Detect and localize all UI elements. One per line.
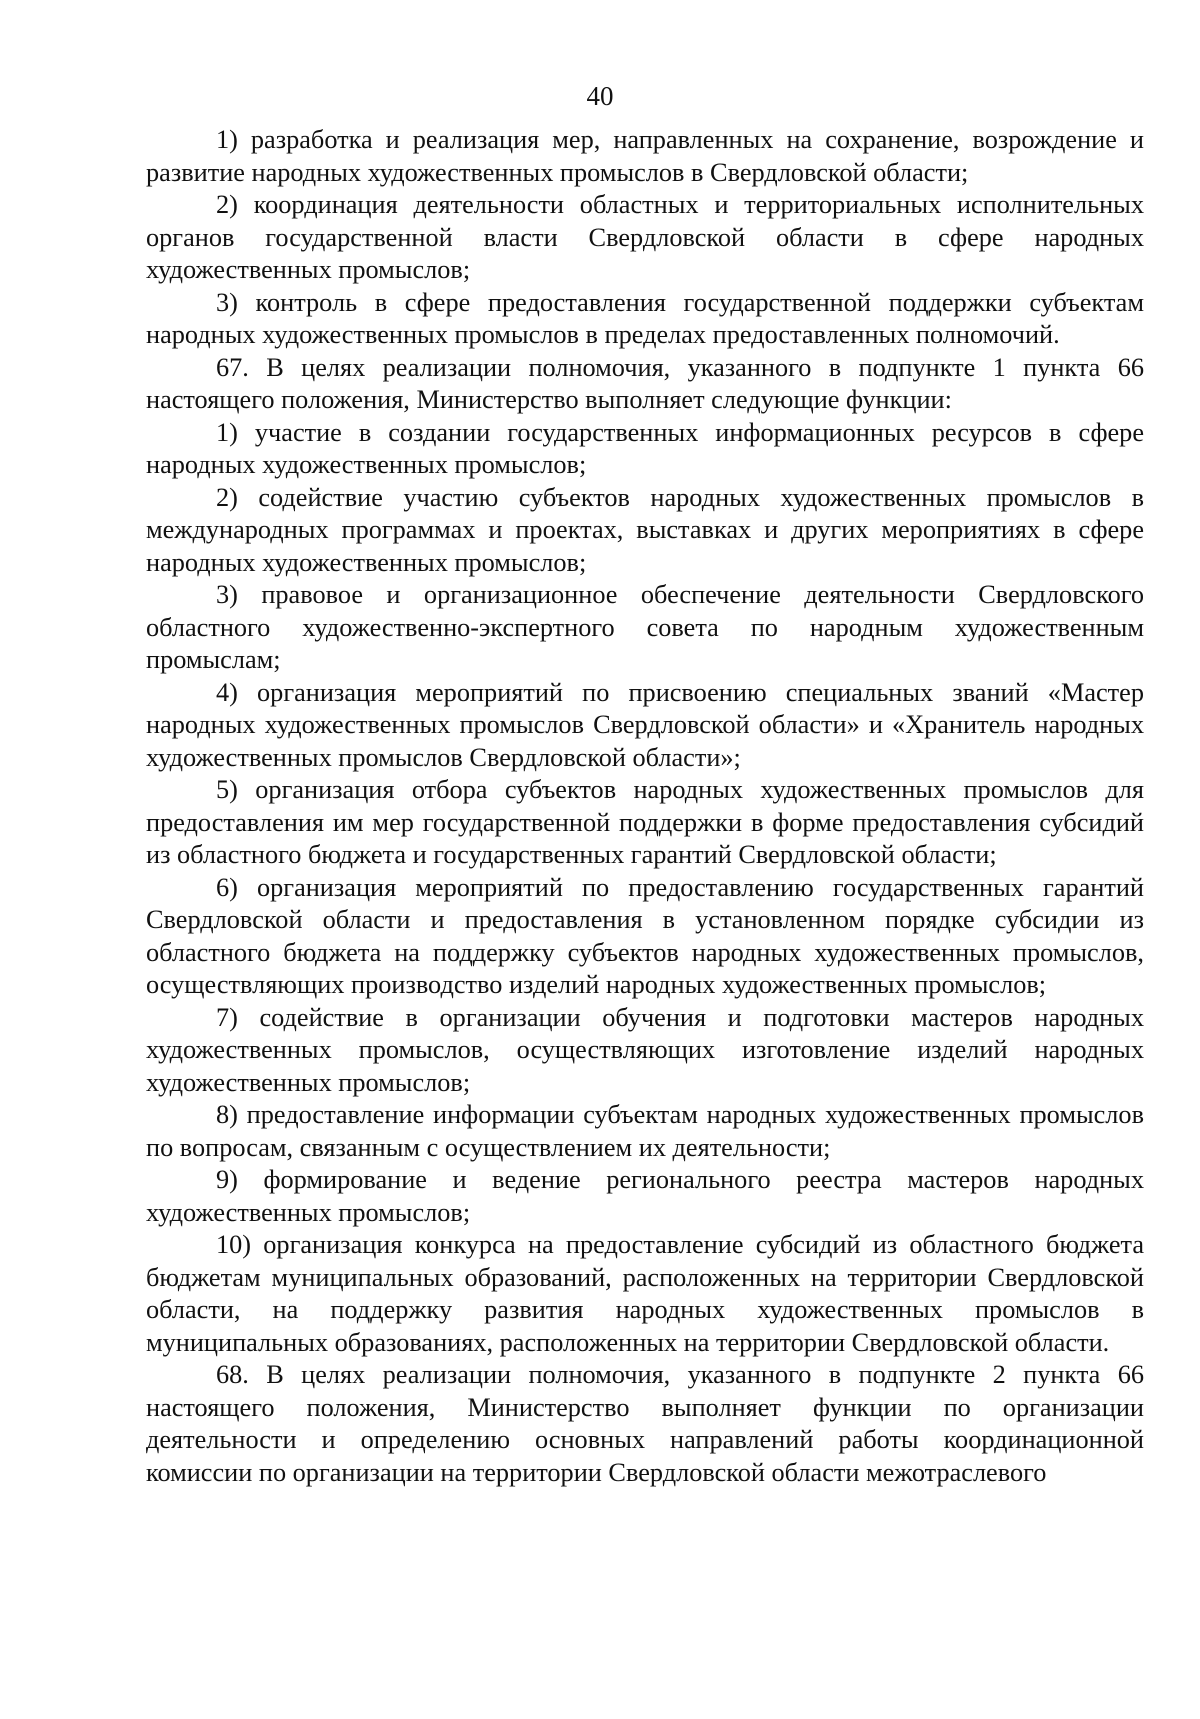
paragraph-67-5-selection-for-support: 5) организация отбора субъектов народных художественных промыслов для предоставления им мер государственной поддержки в форме предоставления субсидий из областного бюджета и государственных гарантий Свердловской области; — [146, 775, 1144, 869]
paragraph-67-4-special-titles: 4) организация мероприятий по присвоению специальных званий «Мастер народных художественных промыслов Свердловской области» и «Хранитель народных художественных промыслов Свердловской области»; — [146, 677, 1144, 772]
paragraph-3-control: 3) контроль в сфере предоставления государственной поддержки субъектам народных художественных промыслов в пределах предоставленных полномочий. — [146, 287, 1144, 349]
paragraph-67-1-information-resources: 1) участие в создании государственных информационных ресурсов в сфере народных художественных промыслов; — [146, 417, 1144, 479]
paragraph-67-9-regional-registry: 9) формирование и ведение регионального реестра мастеров народных художественных промыслов; — [146, 1165, 1144, 1227]
paragraph-67-functions-intro: 67. В целях реализации полномочия, указанного в подпункте 1 пункта 66 настоящего положения, Министерство выполняет следующие функции: — [146, 352, 1144, 414]
paragraph-67-2-international-programs: 2) содействие участию субъектов народных художественных промыслов в международных программах и проектах, выставках и других мероприятиях в сфере народных художественных промыслов; — [146, 482, 1144, 577]
paragraph-67-8-providing-information: 8) предоставление информации субъектам народных художественных промыслов по вопросам, связанным с осуществлением их деятельности; — [146, 1100, 1144, 1162]
paragraph-67-10-subsidy-contest: 10) организация конкурса на предоставление субсидий из областного бюджета бюджетам муниципальных образований, расположенных на территории Свердловской области, на поддержку развития народных художественных промыслов в муниципальных образованиях, расположенных на территории Свердловской области. — [146, 1230, 1144, 1357]
paragraph-2-coordination: 2) координация деятельности областных и территориальных исполнительных органов государственной власти Свердловской области в сфере народных художественных промыслов; — [146, 190, 1144, 284]
paragraph-68-coordination-commission: 68. В целях реализации полномочия, указанного в подпункте 2 пункта 66 настоящего положения, Министерство выполняет функции по организации деятельности и определению основных направлений работы координационной комиссии по организации на территории Свердловской области межотраслевого — [146, 1360, 1144, 1487]
paragraph-67-7-training-masters: 7) содействие в организации обучения и подготовки мастеров народных художественных промыслов, осуществляющих изготовление изделий народных художественных промыслов; — [146, 1002, 1144, 1097]
paragraph-67-3-expert-council: 3) правовое и организационное обеспечение деятельности Свердловского областного художественно-экспертного совета по народным художественным промыслам; — [146, 580, 1144, 674]
document-body — [146, 124, 1144, 1489]
page-number: 40 — [586, 81, 614, 111]
paragraph-67-6-state-guarantees: 6) организация мероприятий по предоставлению государственных гарантий Свердловской области и предоставления в установленном порядке субсидии из областного бюджета на поддержку субъектов народных художественных промыслов, осуществляющих производство изделий народных художественных промыслов; — [146, 872, 1144, 999]
paragraph-1-development-measures: 1) разработка и реализация мер, направленных на сохранение, возрождение и развитие народных художественных промыслов в Свердловской области; — [146, 125, 1144, 187]
